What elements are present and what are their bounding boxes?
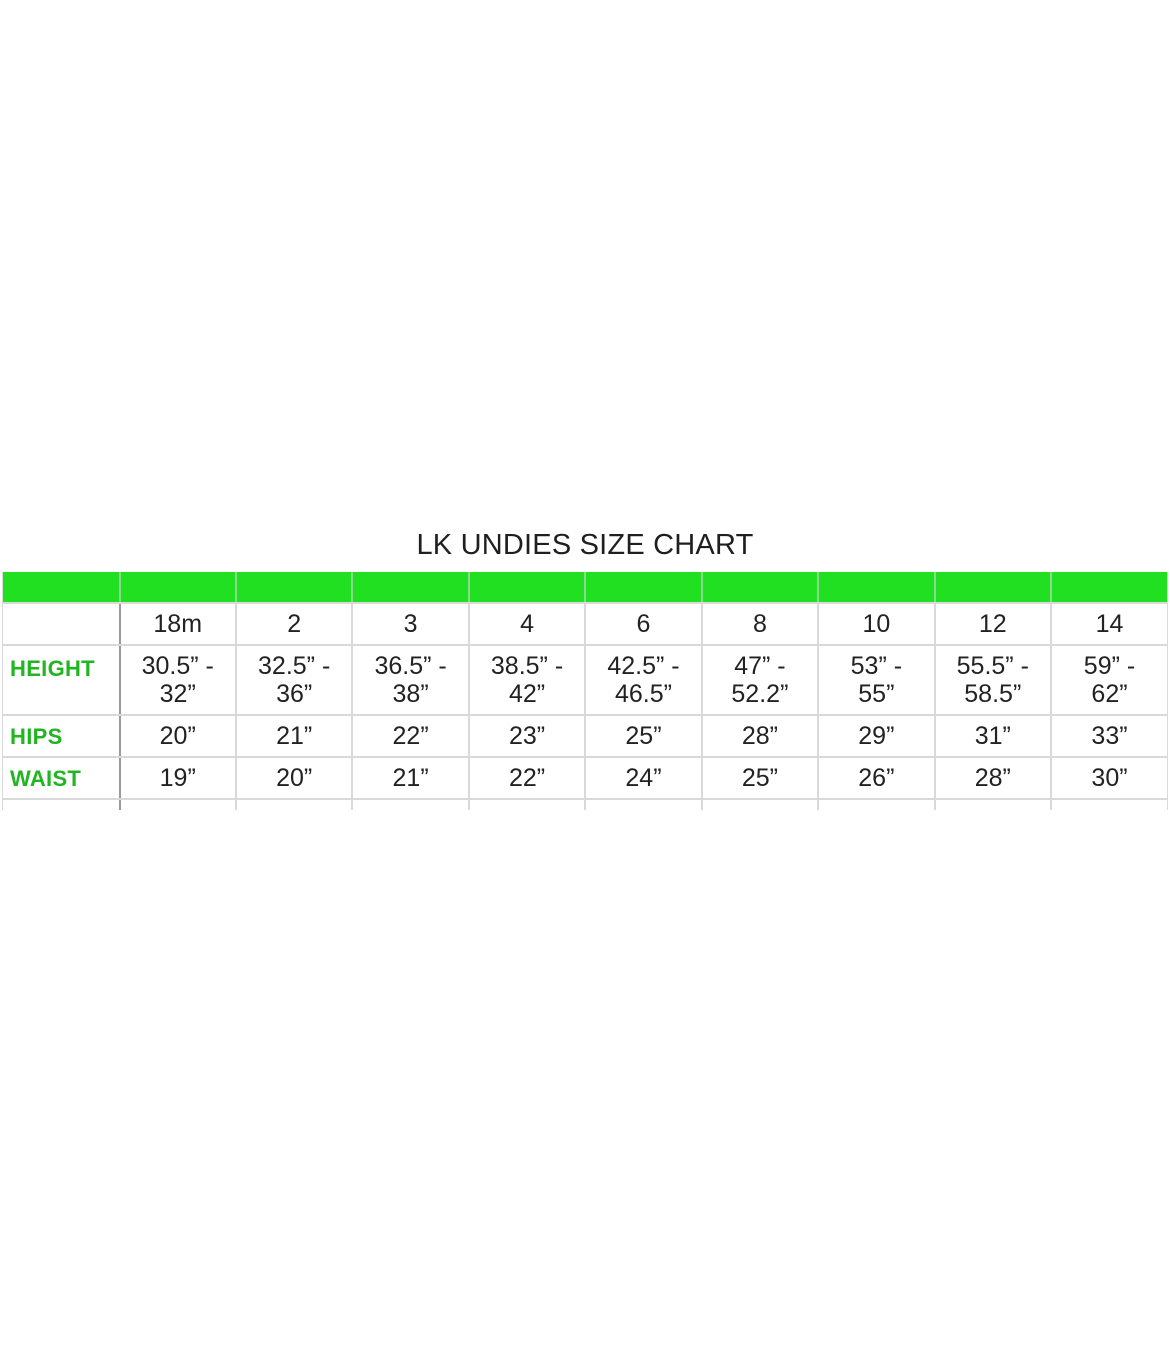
size-cell: 6 <box>585 603 701 645</box>
value-cell: 53” - 55” <box>818 645 934 715</box>
corner-cell <box>3 603 120 645</box>
header-band-cell <box>352 572 468 603</box>
table-row-height <box>3 645 1168 715</box>
size-cell: 10 <box>818 603 934 645</box>
value-cell: 47” - 52.2” <box>702 645 818 715</box>
value-cell: 24” <box>585 757 701 799</box>
value-cell: 31” <box>935 715 1051 757</box>
row-label-height: HEIGHT <box>10 655 95 681</box>
empty-cell <box>702 799 818 810</box>
value-cell: 19” <box>120 757 236 799</box>
table-row-cut-off <box>3 799 1168 810</box>
size-cell: 4 <box>469 603 585 645</box>
value-cell: 21” <box>236 715 352 757</box>
value-cell: 32.5” - 36” <box>236 645 352 715</box>
header-band-cell <box>818 572 934 603</box>
size-chart-table <box>2 572 1168 810</box>
value-cell: 22” <box>352 715 468 757</box>
empty-cell <box>469 799 585 810</box>
header-band-cell <box>702 572 818 603</box>
value-cell: 22” <box>469 757 585 799</box>
value-cell: 21” <box>352 757 468 799</box>
row-label-cell <box>3 645 120 715</box>
row-label-hips: HIPS <box>10 723 63 749</box>
row-label-cell <box>3 757 120 799</box>
empty-cell <box>120 799 236 810</box>
empty-cell <box>352 799 468 810</box>
value-cell: 25” <box>702 757 818 799</box>
value-cell: 33” <box>1051 715 1168 757</box>
size-cell: 18m <box>120 603 236 645</box>
header-band-cell <box>585 572 701 603</box>
empty-cell <box>236 799 352 810</box>
row-label-cell <box>3 715 120 757</box>
size-cell: 2 <box>236 603 352 645</box>
value-cell: 55.5” - 58.5” <box>935 645 1051 715</box>
empty-cell <box>935 799 1051 810</box>
table-row-waist <box>3 757 1168 799</box>
value-cell: 29” <box>818 715 934 757</box>
value-cell: 20” <box>120 715 236 757</box>
header-band-cell <box>3 572 120 603</box>
empty-cell <box>585 799 701 810</box>
header-band <box>3 572 1168 603</box>
value-cell: 28” <box>935 757 1051 799</box>
value-cell: 28” <box>702 715 818 757</box>
size-cell: 3 <box>352 603 468 645</box>
value-cell: 30” <box>1051 757 1168 799</box>
header-band-cell <box>120 572 236 603</box>
header-band-cell <box>469 572 585 603</box>
value-cell: 30.5” - 32” <box>120 645 236 715</box>
empty-cell <box>3 799 120 810</box>
value-cell: 25” <box>585 715 701 757</box>
size-header-row <box>3 603 1168 645</box>
header-band-cell <box>236 572 352 603</box>
size-cell: 12 <box>935 603 1051 645</box>
size-cell: 14 <box>1051 603 1168 645</box>
header-band-cell <box>935 572 1051 603</box>
empty-cell <box>818 799 934 810</box>
chart-title: LK UNDIES SIZE CHART <box>416 529 754 561</box>
row-label-waist: WAIST <box>10 765 82 791</box>
value-cell: 59” - 62” <box>1051 645 1168 715</box>
value-cell: 20” <box>236 757 352 799</box>
empty-cell <box>1051 799 1168 810</box>
value-cell: 26” <box>818 757 934 799</box>
value-cell: 23” <box>469 715 585 757</box>
value-cell: 38.5” - 42” <box>469 645 585 715</box>
value-cell: 36.5” - 38” <box>352 645 468 715</box>
value-cell: 42.5” - 46.5” <box>585 645 701 715</box>
table-row-hips <box>3 715 1168 757</box>
size-cell: 8 <box>702 603 818 645</box>
header-band-cell <box>1051 572 1168 603</box>
